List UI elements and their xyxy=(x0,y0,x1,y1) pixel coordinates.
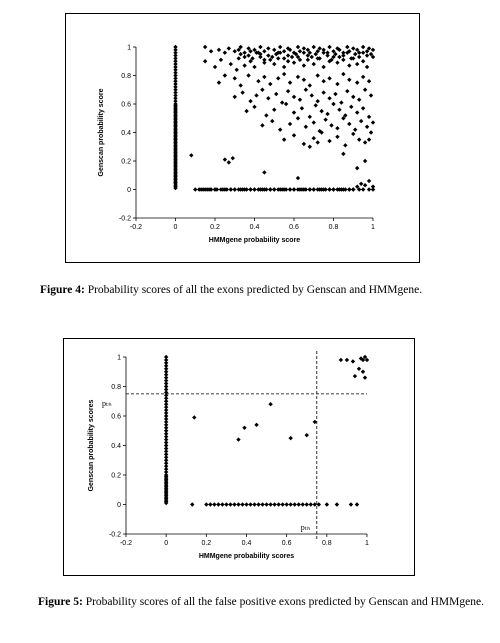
data-point xyxy=(347,187,351,191)
x-tick-label: 0.6 xyxy=(289,224,299,231)
y-axis-title: Genscan probability score xyxy=(98,88,105,177)
data-point xyxy=(345,358,349,362)
data-point xyxy=(220,502,224,506)
x-tick-label: 0 xyxy=(164,540,169,547)
data-point xyxy=(280,502,284,506)
data-point xyxy=(242,63,246,67)
figure-4-chart xyxy=(65,13,420,263)
data-point xyxy=(355,80,359,84)
data-point xyxy=(190,502,194,506)
figure-5-chart xyxy=(63,338,415,576)
data-point xyxy=(317,502,321,506)
data-point xyxy=(258,45,262,49)
data-point xyxy=(304,125,308,129)
x-axis-title: HMMgene probability score xyxy=(208,237,301,244)
data-point xyxy=(238,83,242,87)
data-point xyxy=(310,55,314,59)
data-point xyxy=(365,65,369,69)
x-tick-label: 0 xyxy=(173,224,178,231)
data-point xyxy=(310,93,314,97)
y-tick-label: 0.4 xyxy=(121,130,131,137)
data-point xyxy=(301,502,305,506)
data-point xyxy=(216,502,220,506)
data-point xyxy=(365,53,369,57)
data-point xyxy=(335,135,339,139)
data-point xyxy=(313,502,317,506)
data-point xyxy=(288,502,292,506)
data-point xyxy=(282,137,286,141)
data-point xyxy=(260,123,264,127)
data-point xyxy=(312,136,316,140)
data-point xyxy=(365,125,369,129)
data-point xyxy=(339,100,343,104)
data-point xyxy=(305,433,309,437)
data-point xyxy=(347,78,351,82)
data-point xyxy=(244,109,248,113)
data-point xyxy=(367,137,371,141)
data-point xyxy=(209,49,213,53)
data-point xyxy=(341,58,345,62)
data-point xyxy=(312,45,316,49)
data-point xyxy=(236,502,240,506)
data-point xyxy=(252,105,256,109)
data-point xyxy=(231,156,235,160)
data-point xyxy=(357,98,361,102)
data-point xyxy=(351,132,355,136)
data-point xyxy=(208,502,212,506)
data-point xyxy=(248,187,252,191)
data-point xyxy=(260,88,264,92)
data-point xyxy=(229,187,233,191)
data-point xyxy=(371,120,375,124)
y-tick-label: 0 xyxy=(117,502,121,509)
chart-svg xyxy=(66,14,421,264)
data-point xyxy=(367,187,371,191)
data-point xyxy=(351,359,355,363)
data-point xyxy=(351,46,355,50)
data-point xyxy=(256,502,260,506)
data-point xyxy=(290,55,294,59)
data-point xyxy=(254,93,258,97)
data-point xyxy=(223,157,227,161)
data-point xyxy=(329,123,333,127)
data-point xyxy=(256,79,260,83)
data-point xyxy=(276,502,280,506)
figure-5-caption-text: Probability scores of all the false positive exons predicted by Genscan and HMMgene. xyxy=(82,596,484,608)
data-point xyxy=(276,76,280,80)
data-point xyxy=(272,48,276,52)
data-point xyxy=(308,145,312,149)
data-point xyxy=(192,415,196,419)
data-point xyxy=(262,58,266,62)
data-point xyxy=(321,65,325,69)
data-point xyxy=(337,55,341,59)
data-point xyxy=(339,358,343,362)
data-point xyxy=(321,79,325,83)
data-point xyxy=(217,80,221,84)
data-point xyxy=(357,137,361,141)
data-point xyxy=(300,106,304,110)
figure-5-label: Figure 5: xyxy=(38,596,83,608)
data-point xyxy=(284,102,288,106)
vertical-threshold-label: pₜₕ xyxy=(300,523,311,532)
data-point xyxy=(316,73,320,77)
data-point xyxy=(280,100,284,104)
data-point xyxy=(333,92,337,96)
data-point xyxy=(337,108,341,112)
data-point xyxy=(316,99,320,103)
data-point xyxy=(233,187,237,191)
data-point xyxy=(371,184,375,188)
data-point xyxy=(335,60,339,64)
data-point xyxy=(341,72,345,76)
data-point xyxy=(296,176,300,180)
data-point xyxy=(242,55,246,59)
data-point xyxy=(345,45,349,49)
data-point xyxy=(302,78,306,82)
y-tick-label: -0.2 xyxy=(108,531,121,539)
data-point xyxy=(369,130,373,134)
data-point xyxy=(286,59,290,63)
data-point xyxy=(312,187,316,191)
data-point xyxy=(353,52,357,56)
data-point xyxy=(353,374,357,378)
data-point xyxy=(282,72,286,76)
data-point xyxy=(219,58,223,62)
data-point xyxy=(361,106,365,110)
data-point xyxy=(296,45,300,49)
data-point xyxy=(298,98,302,102)
data-point xyxy=(302,63,306,67)
data-point xyxy=(316,140,320,144)
data-point xyxy=(264,502,268,506)
data-point xyxy=(212,502,216,506)
data-point xyxy=(327,76,331,80)
data-point xyxy=(240,90,244,94)
data-point xyxy=(325,53,329,57)
data-point xyxy=(278,127,282,131)
data-point xyxy=(268,502,272,506)
data-point xyxy=(264,113,268,117)
data-point xyxy=(189,153,193,157)
data-point xyxy=(309,502,313,506)
data-point xyxy=(359,119,363,123)
figure-4-caption xyxy=(40,282,480,299)
data-point xyxy=(233,95,237,99)
data-point xyxy=(335,126,339,130)
data-point xyxy=(282,56,286,60)
y-tick-label: 1 xyxy=(127,44,131,52)
data-point xyxy=(252,187,256,191)
data-point xyxy=(367,179,371,183)
data-point xyxy=(232,502,236,506)
y-tick-label: 0.2 xyxy=(121,158,131,166)
data-point xyxy=(296,116,300,120)
data-point xyxy=(292,95,296,99)
data-point xyxy=(305,502,309,506)
y-tick-label: 0.8 xyxy=(111,384,121,391)
x-tick-label: 1 xyxy=(371,224,375,231)
data-point xyxy=(262,49,266,53)
y-tick-label: 0.6 xyxy=(111,413,121,421)
data-point xyxy=(327,187,331,191)
data-point xyxy=(361,51,365,55)
data-point xyxy=(246,53,250,57)
x-tick-label: 0.4 xyxy=(241,540,252,547)
data-point xyxy=(203,59,207,63)
data-point xyxy=(286,53,290,57)
data-point xyxy=(327,96,331,100)
data-point xyxy=(235,68,239,72)
data-point xyxy=(361,187,365,191)
data-point xyxy=(278,45,282,49)
data-point xyxy=(314,103,318,107)
y-tick-label: 1 xyxy=(117,354,121,362)
data-point xyxy=(203,45,207,49)
x-tick-label: -0.2 xyxy=(129,224,143,231)
data-point xyxy=(331,187,335,191)
data-point xyxy=(238,52,242,56)
data-point xyxy=(236,437,240,441)
data-point xyxy=(262,170,266,174)
horizontal-threshold-label: pₜₕ xyxy=(102,398,112,408)
data-point xyxy=(367,79,371,83)
data-point xyxy=(229,62,233,66)
data-point xyxy=(276,56,280,60)
data-point xyxy=(355,502,359,506)
data-point xyxy=(268,82,272,86)
y-tick-label: 0.6 xyxy=(121,101,131,109)
data-point xyxy=(233,76,237,80)
data-point xyxy=(292,187,296,191)
data-point xyxy=(335,502,339,506)
data-point xyxy=(363,88,367,92)
data-point xyxy=(347,63,351,67)
data-point xyxy=(204,502,208,506)
data-point xyxy=(353,127,357,131)
data-point xyxy=(351,95,355,99)
data-point xyxy=(288,122,292,126)
data-point xyxy=(252,65,256,69)
data-point xyxy=(272,62,276,66)
data-point xyxy=(286,89,290,93)
data-point xyxy=(223,51,227,55)
data-point xyxy=(345,89,349,93)
data-point xyxy=(233,49,237,53)
data-point xyxy=(321,51,325,55)
data-point xyxy=(312,62,316,66)
data-point xyxy=(266,96,270,100)
data-point xyxy=(355,110,359,114)
data-point xyxy=(349,502,353,506)
x-tick-label: 0.2 xyxy=(210,224,220,231)
data-point xyxy=(347,122,351,126)
data-point xyxy=(288,80,292,84)
data-point xyxy=(217,48,221,52)
data-point xyxy=(306,58,310,62)
data-point xyxy=(284,502,288,506)
data-point xyxy=(254,423,258,427)
data-point xyxy=(313,420,317,424)
data-point xyxy=(331,102,335,106)
data-point xyxy=(361,59,365,63)
data-point xyxy=(227,160,231,164)
data-point xyxy=(371,48,375,52)
data-point xyxy=(341,53,345,57)
y-tick-label: 0.4 xyxy=(111,443,121,450)
y-tick-label: -0.2 xyxy=(118,215,131,223)
data-point xyxy=(268,187,272,191)
data-point xyxy=(268,402,272,406)
data-point xyxy=(292,133,296,137)
data-point xyxy=(223,73,227,77)
data-point xyxy=(248,99,252,103)
data-point xyxy=(224,502,228,506)
data-point xyxy=(355,166,359,170)
data-point xyxy=(288,436,292,440)
data-point xyxy=(270,119,274,123)
y-tick-label: 0.8 xyxy=(121,73,131,80)
data-point xyxy=(282,49,286,53)
x-tick-label: 0.6 xyxy=(281,540,292,547)
data-point xyxy=(266,53,270,57)
data-point xyxy=(292,60,296,64)
data-point xyxy=(335,82,339,86)
data-point xyxy=(325,502,329,506)
data-point xyxy=(248,502,252,506)
figure-4-label: Figure 4: xyxy=(40,284,85,296)
y-tick-label: 0.2 xyxy=(111,472,121,480)
data-point xyxy=(302,46,306,50)
data-point xyxy=(237,56,241,60)
data-point xyxy=(327,139,331,143)
data-point xyxy=(323,117,327,121)
data-point xyxy=(361,370,365,374)
data-point xyxy=(363,159,367,163)
data-point xyxy=(312,120,316,124)
x-axis-title: HMMgene probability scores xyxy=(198,553,295,560)
x-tick-label: -0.2 xyxy=(119,540,133,547)
data-point xyxy=(343,143,347,147)
data-point xyxy=(244,502,248,506)
x-tick-label: 0.8 xyxy=(328,224,339,231)
data-point xyxy=(272,502,276,506)
data-point xyxy=(288,187,292,191)
data-point xyxy=(351,187,355,191)
chart-svg xyxy=(64,339,416,577)
data-point xyxy=(242,426,246,430)
data-point xyxy=(369,93,373,97)
data-point xyxy=(246,73,250,77)
data-point xyxy=(357,367,361,371)
data-point xyxy=(321,90,325,94)
data-point xyxy=(213,65,217,69)
data-point xyxy=(302,51,306,55)
data-point xyxy=(327,45,331,49)
data-point xyxy=(357,55,361,59)
data-point xyxy=(240,502,244,506)
data-point xyxy=(296,75,300,79)
data-point xyxy=(349,105,353,109)
data-point xyxy=(308,115,312,119)
data-point xyxy=(304,88,308,92)
data-point xyxy=(319,109,323,113)
data-point xyxy=(297,502,301,506)
data-point xyxy=(361,75,365,79)
data-point xyxy=(242,51,246,55)
data-point xyxy=(274,92,278,96)
data-point xyxy=(266,46,270,50)
data-point xyxy=(262,75,266,79)
data-point xyxy=(272,187,276,191)
figure-4-caption-text: Probability scores of all the exons predicted by Genscan and HMMgene. xyxy=(84,284,423,296)
data-point xyxy=(363,375,367,379)
data-point xyxy=(341,152,345,156)
x-tick-label: 0.8 xyxy=(321,540,332,547)
data-point xyxy=(308,83,312,87)
data-point xyxy=(302,142,306,146)
data-point xyxy=(359,182,363,186)
data-point xyxy=(252,502,256,506)
data-point xyxy=(361,45,365,49)
data-point xyxy=(272,108,276,112)
data-point xyxy=(308,187,312,191)
data-point xyxy=(363,140,367,144)
data-point xyxy=(227,46,231,50)
x-tick-label: 1 xyxy=(365,540,369,547)
data-point xyxy=(292,110,296,114)
data-point xyxy=(325,112,329,116)
data-point xyxy=(193,187,197,191)
data-point xyxy=(363,183,367,187)
data-point xyxy=(228,502,232,506)
y-tick-label: 0 xyxy=(127,187,131,194)
y-axis-title: Genscan probability scores xyxy=(88,399,95,492)
x-tick-label: 0.2 xyxy=(201,540,212,547)
data-point xyxy=(298,49,302,53)
data-point xyxy=(293,502,297,506)
data-point xyxy=(367,115,371,119)
data-point xyxy=(260,502,264,506)
x-tick-label: 0.4 xyxy=(249,224,260,231)
data-point xyxy=(282,65,286,69)
data-point xyxy=(355,62,359,66)
figure-5-caption xyxy=(38,594,490,611)
